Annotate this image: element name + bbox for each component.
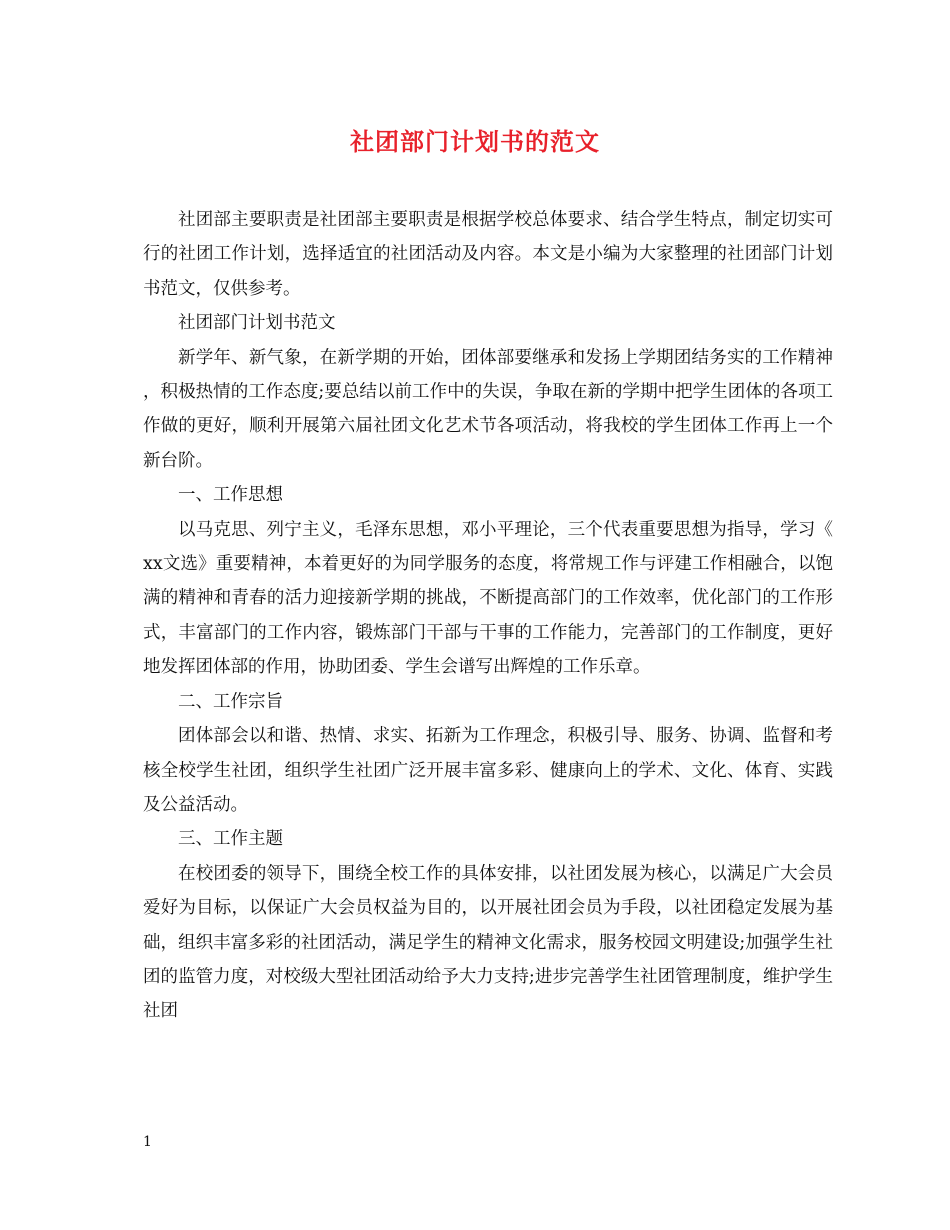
section-heading-work-ideology: 一、工作思想 [178,485,283,506]
paragraph-intro: 社团部主要职责是社团部主要职责是根据学校总体要求、结合学生特点，制定切实可行的社团工作计划，选择适宜的社团活动及内容。本文是小编为大家整理的社团部门计划书范文，仅供参考。 [143,210,833,299]
paragraph-subtitle: 社团部门计划书范文 [178,313,336,334]
section-heading-work-purpose: 二、工作宗旨 [178,691,283,712]
paragraph-work-purpose: 团体部会以和谐、热情、求实、拓新为工作理念，积极引导、服务、协调、监督和考核全校学生社团，组织学生社团广泛开展丰富多彩、健康向上的学术、文化、体育、实践及公益活动。 [143,726,833,815]
section-heading-work-theme: 三、工作主题 [178,829,283,850]
page-number: 1 [143,1134,152,1150]
document-body [143,203,833,1029]
paragraph-opening: 新学年、新气象，在新学期的开始，团体部要继承和发扬上学期团结务实的工作精神，积极热情的工作态度;要总结以前工作中的失误，争取在新的学期中把学生团体的各项工作做的更好，顺利开展第六届社团文化艺术节各项活动，将我校的学生团体工作再上一个新台阶。 [143,347,833,471]
document-title: 社团部门计划书的范文 [350,127,600,156]
paragraph-work-ideology: 以马克思、列宁主义，毛泽东思想，邓小平理论，三个代表重要思想为指导，学习《xx文选》重要精神，本着更好的为同学服务的态度，将常规工作与评建工作相融合，以饱满的精神和青春的活力迎接新学期的挑战，不断提高部门的工作效率，优化部门的工作形式，丰富部门的工作内容，锻炼部门干部与干事的工作能力，完善部门的工作制度，更好地发挥团体部的作用，协助团委、学生会谱写出辉煌的工作乐章。 [143,519,833,678]
paragraph-work-theme: 在校团委的领导下，围绕全校工作的具体安排，以社团发展为核心，以满足广大会员爱好为目标，以保证广大会员权益为目的，以开展社团会员为手段，以社团稳定发展为基础，组织丰富多彩的社团活动，满足学生的精神文化需求，服务校园文明建设;加强学生社团的监管力度，对校级大型社团活动给予大力支持;进步完善学生社团管理制度，维护学生社团 [143,863,833,1022]
